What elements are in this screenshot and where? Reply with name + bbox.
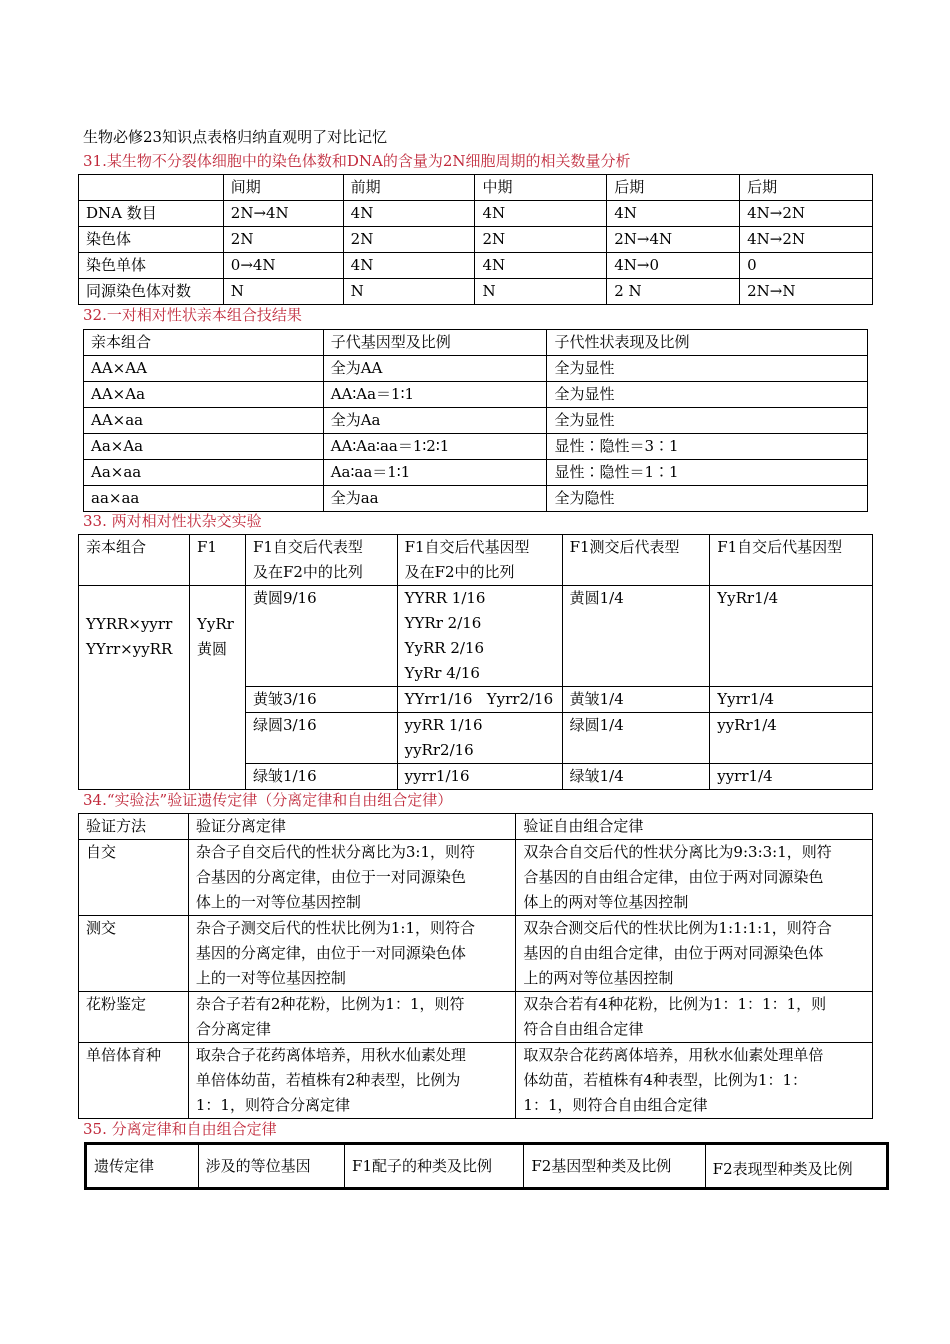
text-line: 合分离定律 — [195, 1020, 271, 1038]
section-35-heading: 35. 分离定律和自由组合定律 — [83, 1120, 277, 1138]
genotype-line: yyRR 1/16 — [404, 716, 483, 734]
header-cell: F1自交后代基因型 — [710, 535, 873, 586]
document-title: 生物必修23知识点表格归纳直观明了对比记忆 — [83, 128, 388, 146]
table-cell: Aa∶aa＝1∶1 — [323, 460, 547, 486]
table-cell: 黄皱1/4 — [562, 687, 710, 713]
text-line: 1：1，则符合分离定律 — [195, 1096, 350, 1114]
table-cell — [516, 1043, 873, 1119]
table-cell — [397, 713, 562, 764]
table-row — [84, 356, 868, 382]
text-line: 单倍体幼苗，若植株有2种表型，比例为 — [195, 1071, 461, 1089]
table-cell: N — [223, 279, 343, 305]
row-label: 染色体 — [79, 227, 224, 253]
text-line: 1：1，则符合自由组合定律 — [523, 1096, 708, 1114]
table-cell: YYrr1/16 Yyrr2/16 — [397, 687, 562, 713]
table-cell: 全为AA — [323, 356, 547, 382]
section-32-heading: 32.一对相对性状亲本组合技结果 — [83, 306, 302, 324]
row-label: 染色单体 — [79, 253, 224, 279]
section-33-heading: 33. 两对相对性状杂交实验 — [83, 512, 262, 530]
header-line: 及在F2中的比列 — [252, 563, 363, 581]
table-cell: 4N — [607, 201, 740, 227]
table-row — [79, 916, 873, 992]
table-row — [79, 1043, 873, 1119]
table-cell: 2N→4N — [607, 227, 740, 253]
genotype-line: YYRr 2/16 — [404, 614, 482, 632]
table-cell: AA∶Aa∶aa＝1∶2∶1 — [323, 434, 547, 460]
method-cell: 单倍体育种 — [79, 1043, 189, 1119]
text-line: 杂合子若有2种花粉，比例为1：1，则符 — [195, 995, 465, 1013]
text-line: 双杂合测交后代的性状比例为1:1:1:1，则符合 — [523, 919, 832, 937]
table-cell: 绿圆1/4 — [562, 713, 710, 764]
table-cell — [188, 992, 516, 1043]
table-cell — [397, 586, 562, 687]
table-header-row — [79, 175, 873, 201]
text-line: 上的一对等位基因控制 — [195, 969, 346, 987]
table-row — [79, 992, 873, 1043]
table-cell — [188, 840, 516, 916]
table-cell: 全为显性 — [547, 356, 868, 382]
table-header-row — [86, 1144, 888, 1189]
header-cell: 亲本组合 — [79, 535, 190, 586]
method-cell: 自交 — [79, 840, 189, 916]
header-cell: 前期 — [343, 175, 475, 201]
method-cell: 花粉鉴定 — [79, 992, 189, 1043]
table-header-row — [79, 535, 873, 586]
table-cell: Aa×Aa — [84, 434, 324, 460]
table-cell: 2N — [343, 227, 475, 253]
parent-cross: YYRR×yyrr — [86, 615, 173, 633]
table-cell: 0 — [740, 253, 873, 279]
header-cell: 子代基因型及比例 — [323, 330, 547, 356]
text-line: 杂合子测交后代的性状比例为1:1，则符合 — [195, 919, 476, 937]
genotype-line: YyRR 2/16 — [404, 639, 485, 657]
table-row — [79, 840, 873, 916]
monohybrid-cross-table — [83, 329, 868, 512]
table-cell — [516, 992, 873, 1043]
table-cell: N — [343, 279, 475, 305]
genotype-line: YYRR 1/16 — [404, 589, 486, 607]
table-cell: yyRr1/4 — [710, 713, 873, 764]
parent-combination-cell — [79, 586, 190, 790]
header-cell: 子代性状表现及比例 — [547, 330, 868, 356]
header-cell: 后期 — [740, 175, 873, 201]
section-34-heading: 34.“实验法”验证遗传定律（分离定律和自由组合定律） — [83, 791, 453, 809]
genotype-line: yyRr2/16 — [404, 741, 474, 759]
table-cell: 显性∶隐性＝1∶1 — [547, 460, 868, 486]
text-line: 取双杂合花药离体培养，用秋水仙素处理单倍 — [523, 1046, 824, 1064]
genetic-laws-summary-table — [84, 1142, 889, 1190]
table-cell: 绿皱1/16 — [245, 764, 397, 790]
table-cell — [188, 916, 516, 992]
row-label: DNA 数目 — [79, 201, 224, 227]
table-cell: yyrr1/16 — [397, 764, 562, 790]
table-row — [79, 279, 873, 305]
table-cell: 4N→2N — [740, 201, 873, 227]
table-cell: 2N — [475, 227, 607, 253]
table-cell: 2N — [223, 227, 343, 253]
header-cell: 间期 — [223, 175, 343, 201]
text-line: 符合自由组合定律 — [523, 1020, 644, 1038]
table-cell: yyrr1/4 — [710, 764, 873, 790]
table-row — [79, 586, 873, 687]
table-row — [84, 486, 868, 512]
header-cell: 后期 — [607, 175, 740, 201]
header-line: 及在F2中的比列 — [404, 563, 515, 581]
header-cell: F2表现型种类及比例 — [705, 1144, 887, 1189]
table-cell: 2N→N — [740, 279, 873, 305]
table-cell: YyRr1/4 — [710, 586, 873, 687]
header-cell — [397, 535, 562, 586]
table-cell: 黄圆1/4 — [562, 586, 710, 687]
table-cell: 全为显性 — [547, 408, 868, 434]
header-cell: F1 — [189, 535, 245, 586]
table-header-row — [79, 814, 873, 840]
method-cell: 测交 — [79, 916, 189, 992]
text-line: 上的两对等位基因控制 — [523, 969, 674, 987]
header-cell: 亲本组合 — [84, 330, 324, 356]
table-cell: 4N — [475, 253, 607, 279]
table-cell: aa×aa — [84, 486, 324, 512]
table-cell: Aa×aa — [84, 460, 324, 486]
text-line: 基因的分离定律，由位于一对同源染色体 — [195, 944, 466, 962]
table-cell — [516, 840, 873, 916]
table-cell: AA×Aa — [84, 382, 324, 408]
header-cell: 验证自由组合定律 — [516, 814, 873, 840]
header-cell — [245, 535, 397, 586]
table-row — [79, 253, 873, 279]
header-cell: 中期 — [475, 175, 607, 201]
f1-phenotype: 黄圆 — [196, 640, 227, 658]
table-cell: AA∶Aa＝1∶1 — [323, 382, 547, 408]
table-cell: 4N — [343, 253, 475, 279]
header-cell: 验证分离定律 — [188, 814, 516, 840]
table-cell: 黄圆9/16 — [245, 586, 397, 687]
table-cell: 全为Aa — [323, 408, 547, 434]
table-cell: 显性∶隐性＝3∶1 — [547, 434, 868, 460]
table-cell — [188, 1043, 516, 1119]
table-row — [84, 382, 868, 408]
text-line: 体上的两对等位基因控制 — [523, 893, 689, 911]
header-cell: F2基因型种类及比例 — [524, 1144, 705, 1189]
table-cell: 黄皱3/16 — [245, 687, 397, 713]
table-row — [84, 408, 868, 434]
table-cell: AA×AA — [84, 356, 324, 382]
text-line: 基因的自由组合定律，由位于两对同源染色体 — [523, 944, 824, 962]
text-line: 体上的一对等位基因控制 — [195, 893, 361, 911]
parent-cross: YYrr×yyRR — [86, 640, 173, 658]
genotype-line: YyRr 4/16 — [404, 664, 480, 682]
table-cell: 4N — [343, 201, 475, 227]
table-cell: 4N→0 — [607, 253, 740, 279]
header-cell: 遗传定律 — [86, 1144, 199, 1189]
table-cell: 4N→2N — [740, 227, 873, 253]
table-cell: 2 N — [607, 279, 740, 305]
header-cell — [79, 175, 224, 201]
text-line: 合基因的自由组合定律，由位于两对同源染色 — [523, 868, 824, 886]
row-label: 同源染色体对数 — [79, 279, 224, 305]
header-line: F1自交后代表型 — [252, 538, 363, 556]
header-cell: F1测交后代表型 — [562, 535, 710, 586]
table-header-row — [84, 330, 868, 356]
text-line: 体幼苗，若植株有4种表型，比例为1：1： — [523, 1071, 808, 1089]
f1-genotype: YyRr — [196, 615, 234, 633]
table-cell: 2N→4N — [223, 201, 343, 227]
table-cell: N — [475, 279, 607, 305]
table-row — [84, 434, 868, 460]
f1-cell — [189, 586, 245, 790]
header-cell: 验证方法 — [79, 814, 189, 840]
table-cell: 全为显性 — [547, 382, 868, 408]
table-cell: Yyrr1/4 — [710, 687, 873, 713]
table-row — [79, 227, 873, 253]
text-line: 取杂合子花药离体培养，用秋水仙素处理 — [195, 1046, 466, 1064]
section-31-heading: 31.某生物不分裂体细胞中的染色体数和DNA的含量为2N细胞周期的相关数量分析 — [83, 152, 631, 170]
text-line: 双杂合若有4种花粉，比例为1：1：1：1，则 — [523, 995, 827, 1013]
table-cell: 绿圆3/16 — [245, 713, 397, 764]
table-cell: 全为隐性 — [547, 486, 868, 512]
header-cell: F1配子的种类及比例 — [345, 1144, 524, 1189]
table-row — [84, 460, 868, 486]
table-row — [79, 201, 873, 227]
dihybrid-cross-table — [78, 534, 873, 790]
header-line: F1自交后代基因型 — [404, 538, 530, 556]
table-cell: 0→4N — [223, 253, 343, 279]
text-line: 合基因的分离定律，由位于一对同源染色 — [195, 868, 466, 886]
table-cell: 全为aa — [323, 486, 547, 512]
text-line: 杂合子自交后代的性状分离比为3:1，则符 — [195, 843, 476, 861]
table-cell — [516, 916, 873, 992]
text-line: 双杂合自交后代的性状分离比为9:3:3:1，则符 — [523, 843, 832, 861]
header-cell: 涉及的等位基因 — [198, 1144, 344, 1189]
genetic-law-verification-table — [78, 813, 873, 1119]
cell-cycle-table — [78, 174, 873, 305]
table-cell: 4N — [475, 201, 607, 227]
table-cell: AA×aa — [84, 408, 324, 434]
table-cell: 绿皱1/4 — [562, 764, 710, 790]
